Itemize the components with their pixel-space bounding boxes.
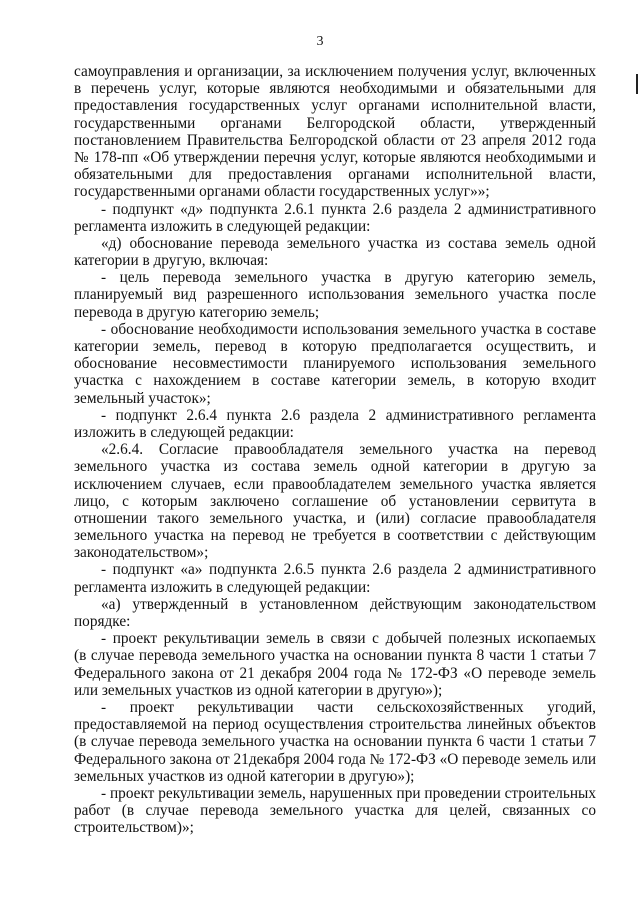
text-line: постановлением Правительства Белгородской области от 23 апреля 2012 года	[74, 131, 596, 149]
margin-mark	[636, 74, 638, 94]
text-line: планируемый вид разрешенного использования земельного участка после	[74, 286, 596, 304]
text-line: обязательными для предоставления органами исполнительной власти,	[74, 166, 596, 184]
text-line: предоставления государственных услуг органами исполнительной власти,	[74, 97, 596, 115]
text-line: регламента изложить в следующей редакции:	[74, 578, 371, 596]
text-line: государственными органами Белгородской области, утвержденный	[74, 114, 596, 132]
text-line: категории земель, перевод в которую предполагается осуществить, и	[74, 338, 596, 355]
text-line: Федерального закона от 21декабря 2004 года № 172-ФЗ «О переводе земель или	[74, 750, 597, 768]
text-line: или земельных участков из одной категории в другую»);	[74, 681, 443, 699]
text-line: изложить в следующей редакции:	[74, 423, 294, 441]
text-line: государственными органами области государственных услуг»»;	[74, 183, 490, 201]
document-body	[74, 63, 596, 836]
text-line: «д) обоснование перевода земельного участка из состава земель одной	[101, 234, 596, 252]
text-line: - подпункт «а» подпункта 2.6.5 пункта 2.6 раздела 2 административного	[101, 561, 596, 579]
text-line: порядке:	[74, 613, 131, 630]
text-line: «а) утвержденный в установленном действующим законодательством	[101, 595, 596, 613]
text-line: (в случае перевода земельного участка на основании пункта 6 части 1 статьи 7	[74, 733, 596, 751]
text-line: - проект рекультивации земель в связи с добычей полезных ископаемых	[101, 630, 596, 648]
text-line: земельных участков из одной категории в другую»);	[74, 767, 415, 785]
text-line: перевода в другую категорию земель;	[74, 303, 320, 321]
text-line: Федерального закона от 21 декабря 2004 года № 172-ФЗ «О переводе земель	[74, 664, 596, 682]
text-line: - обоснование необходимости использования земельного участка в составе	[101, 320, 596, 338]
text-line: регламента изложить в следующей редакции:	[74, 217, 371, 235]
text-line: № 178-пп «Об утверждении перечня услуг, которые являются необходимыми и	[74, 148, 596, 166]
text-line: исключением случаев, если правообладателем земельного участка является	[74, 475, 596, 493]
text-line: лицо, с которым заключено соглашение об установлении сервитута в	[74, 492, 596, 510]
text-line: предоставляемой на период осуществления строительства линейных объектов	[74, 716, 596, 734]
text-line: категории в другую, включая:	[74, 252, 269, 270]
text-line: «2.6.4. Согласие правообладателя земельного участка на перевод	[101, 441, 596, 459]
text-line: отношении такого земельного участка, и (или) согласие правообладателя	[74, 509, 596, 527]
text-line: - цель перевода земельного участка в другую категорию земель,	[101, 269, 596, 287]
page-number: 3	[316, 34, 324, 49]
text-line: - проект рекультивации части сельскохозяйственных угодий,	[101, 698, 596, 716]
text-line: работ (в случае перевода земельного участка для целей, связанных со	[74, 802, 596, 820]
text-line: - подпункт 2.6.4 пункта 2.6 раздела 2 административного регламента	[101, 406, 596, 424]
text-line: земельного участка из состава земель одной категории в другую за	[74, 458, 596, 476]
text-line: земельного участка на перевод не требуется в соответствии с действующим	[74, 527, 596, 545]
text-line: - проект рекультивации земель, нарушенных при проведении строительных	[101, 784, 596, 802]
text-line: обоснование несовместимости планируемого использования земельного	[74, 355, 596, 373]
text-line: самоуправления и организации, за исключением получения услуг, включенных	[74, 63, 596, 80]
text-line: в перечень услуг, которые являются необходимыми и обязательными для	[74, 80, 596, 98]
text-line: - подпункт «д» подпункта 2.6.1 пункта 2.6 раздела 2 административного	[101, 200, 596, 218]
text-line: строительством)»;	[74, 819, 194, 837]
text-line: земельный участок»;	[74, 389, 211, 407]
text-line: (в случае перевода земельного участка на основании пункта 8 части 1 статьи 7	[74, 647, 596, 665]
text-line: законодательством»;	[74, 544, 209, 562]
text-line: участка с нахождением в составе категории земель, в которую входит	[74, 372, 596, 390]
